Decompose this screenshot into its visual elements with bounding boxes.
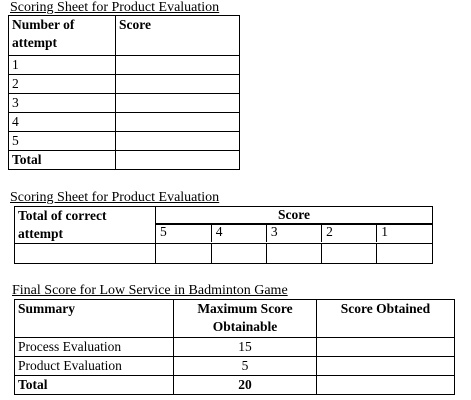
- summary-label: Product Evaluation: [15, 357, 174, 376]
- header-number-of-attempt: Number of attempt: [9, 16, 116, 56]
- score-scale-blank: [156, 244, 433, 264]
- header-summary: Summary: [15, 300, 174, 338]
- score-cell: [116, 75, 240, 94]
- correct-attempt-table: [14, 206, 433, 264]
- header-maximum-score: Maximum Score Obtainable: [174, 300, 317, 338]
- table1-caption: Scoring Sheet for Product Evaluation: [10, 0, 220, 15]
- attempt-number: 4: [9, 113, 116, 132]
- header-score: Score: [116, 16, 240, 56]
- table3-caption: Final Score for Low Service in Badminton Game: [12, 283, 288, 298]
- score-scale-value: 2: [322, 225, 377, 243]
- score-cell: [116, 132, 240, 151]
- header-total-of-correct-attempt: Total of correct attempt: [15, 207, 156, 244]
- score-blank-cell: [377, 244, 432, 263]
- score-scale-value: 5: [156, 225, 211, 243]
- attempt-number: 3: [9, 94, 116, 113]
- score-obtained-cell: [317, 357, 455, 376]
- correct-attempt-cell: [15, 244, 156, 264]
- score-cell: [116, 113, 240, 132]
- total-score-obtained-cell: [317, 376, 455, 395]
- score-scale: [156, 224, 433, 244]
- score-cell: [116, 94, 240, 113]
- score-obtained-cell: [317, 338, 455, 357]
- score-scale-value: 4: [211, 225, 266, 243]
- total-score-cell: [116, 151, 240, 170]
- score-cell: [116, 56, 240, 75]
- score-blank-cell: [156, 244, 211, 263]
- score-blank-cell: [211, 244, 266, 263]
- attempt-number: 5: [9, 132, 116, 151]
- max-score-value: 5: [174, 357, 317, 376]
- score-scale-value: 3: [266, 225, 321, 243]
- attempt-number: 2: [9, 75, 116, 94]
- max-score-value: 15: [174, 338, 317, 357]
- total-label: Total: [9, 151, 116, 170]
- final-score-table: [14, 299, 455, 395]
- total-max-score: 20: [174, 376, 317, 395]
- attempt-number: 1: [9, 56, 116, 75]
- total-label: Total: [15, 376, 174, 395]
- header-score: Score: [156, 207, 433, 224]
- summary-label: Process Evaluation: [15, 338, 174, 357]
- score-blank-cell: [266, 244, 321, 263]
- attempt-score-table: [8, 15, 240, 170]
- score-scale-value: 1: [377, 225, 432, 243]
- header-score-obtained: Score Obtained: [317, 300, 455, 338]
- score-blank-cell: [322, 244, 377, 263]
- table2-caption: Scoring Sheet for Product Evaluation: [10, 190, 220, 205]
